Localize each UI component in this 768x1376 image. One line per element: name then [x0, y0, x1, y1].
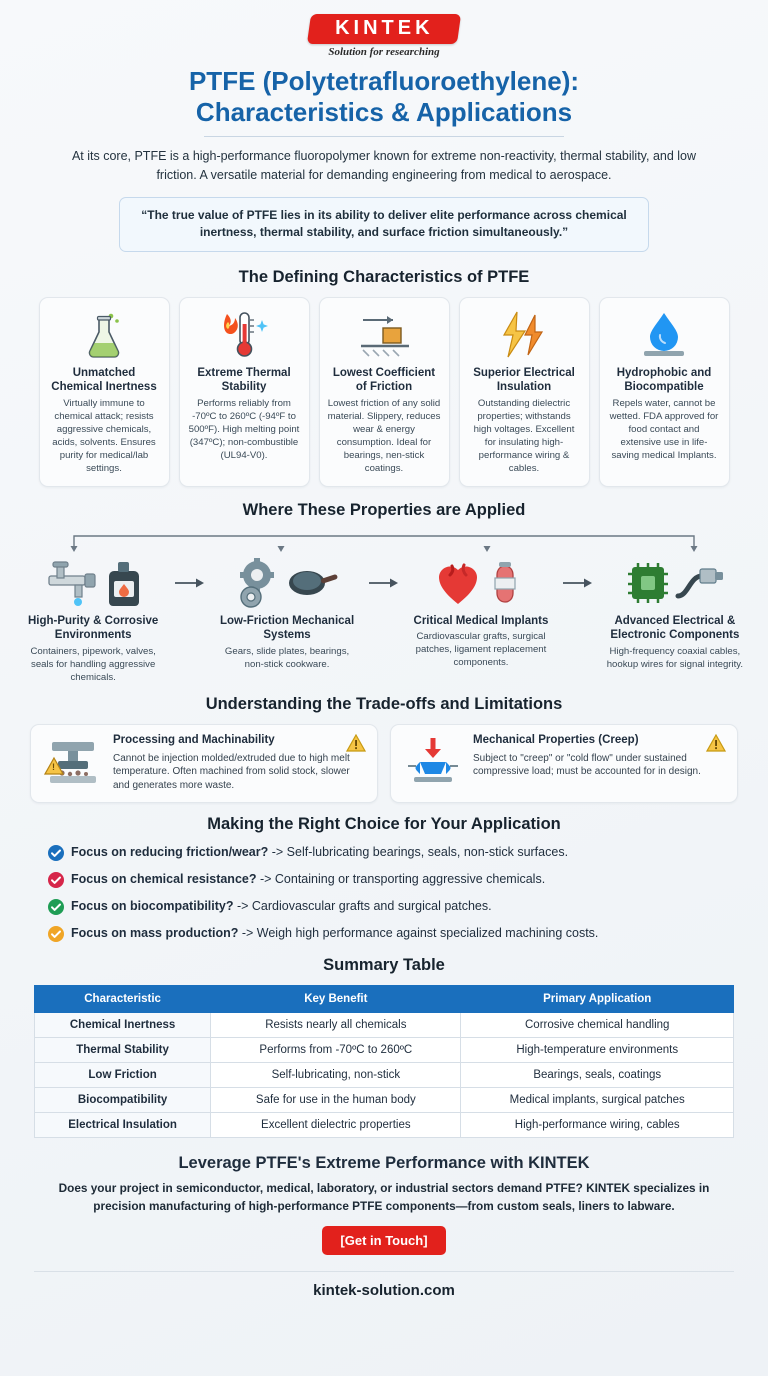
flow-arrow-icon — [174, 552, 206, 614]
choice-item — [48, 871, 734, 893]
characteristics-section-title: The Defining Characteristics of PTFE — [238, 267, 530, 286]
cta-title: Leverage PTFE's Extreme Performance with KINTEK — [178, 1154, 590, 1173]
choice-question: Focus on biocompatibility? — [71, 898, 234, 913]
footer-divider — [34, 1271, 734, 1272]
application-title: High-Purity & Corrosive Environments — [27, 615, 159, 642]
flow-arrow-icon — [562, 552, 594, 614]
characteristic-desc: Outstanding dielectric properties; withstands high voltages. Excellent for insulating high-performance wiring & cables. — [473, 398, 575, 475]
tradeoff-title: Processing and Machinability — [113, 733, 275, 746]
table-header-cell: Primary Application — [461, 986, 734, 1013]
choice-question: Focus on reducing friction/wear? — [71, 844, 269, 859]
check-circle-icon — [48, 872, 64, 893]
compression-creep-icon — [402, 734, 464, 793]
summary-table — [34, 985, 734, 1138]
brand-logo — [16, 14, 752, 58]
choice-answer: -> Containing or transporting aggressive chemicals. — [256, 871, 546, 886]
characteristic-name: Lowest Coefficient of Friction — [332, 366, 436, 394]
choice-item — [48, 844, 734, 866]
frying-pan-icon — [287, 561, 339, 605]
table-cell: Resists nearly all chemicals — [211, 1013, 461, 1038]
application-desc: Cardiovascular grafts, surgical patches, ligament replacement components. — [415, 631, 547, 669]
choice-answer: -> Self-lubricating bearings, seals, non-stick surfaces. — [268, 844, 569, 859]
application-item — [16, 552, 170, 685]
characteristic-card — [599, 297, 730, 487]
table-cell: Biocompatibility — [35, 1088, 211, 1113]
circuit-chip-icon — [624, 559, 672, 607]
application-item — [210, 552, 364, 685]
characteristics-row — [16, 297, 752, 487]
application-title: Low-Friction Mechanical Systems — [219, 615, 355, 642]
choice-item — [48, 898, 734, 920]
choices-list — [34, 844, 734, 947]
flask-icon — [80, 306, 128, 364]
application-desc: High-frequency coaxial cables, hookup wires for signal integrity. — [606, 645, 744, 670]
page-title — [16, 66, 752, 128]
tradeoff-title: Mechanical Properties (Creep) — [473, 733, 639, 746]
table-header-row — [35, 986, 734, 1013]
table-cell: Chemical Inertness — [35, 1013, 211, 1038]
applications-section-title: Where These Properties are Applied — [242, 501, 526, 520]
check-circle-icon — [48, 926, 64, 947]
page-title-line2: Characteristics & Applications — [195, 97, 573, 128]
applications-row — [16, 552, 752, 685]
tradeoff-card — [30, 724, 378, 803]
characteristic-name: Hydrophobic and Biocompatible — [616, 366, 712, 394]
characteristic-card — [459, 297, 590, 487]
choice-question: Focus on mass production? — [71, 925, 239, 940]
table-cell: Excellent dielectric properties — [211, 1113, 461, 1138]
characteristic-name: Extreme Thermal Stability — [197, 366, 291, 394]
characteristic-card — [179, 297, 310, 487]
faucet-pipe-icon — [43, 554, 103, 612]
table-cell: Safe for use in the human body — [211, 1088, 461, 1113]
tradeoffs-section-title: Understanding the Trade-offs and Limitations — [205, 694, 563, 713]
warning-triangle-icon — [706, 734, 726, 752]
application-item — [598, 552, 752, 685]
choice-item — [48, 925, 734, 947]
intro-paragraph: At its core, PTFE is a high-performance fluoropolymer known for extreme non-reactivity, thermal stability, and low friction. A versatile material for demanding engineering from medical to aerospace. — [71, 149, 697, 183]
characteristic-desc: Virtually immune to chemical attack; resists aggressive chemicals, acids, solvents. Ensures purity for medical/lab settings. — [52, 398, 156, 475]
tradeoff-desc: Cannot be injection molded/extruded due to high melt temperature. Often machined from solid stock, slower and generates more waste. — [113, 752, 350, 792]
table-row — [35, 1038, 734, 1063]
table-row — [35, 1113, 734, 1138]
footer-website[interactable]: kintek-solution.com — [313, 1281, 455, 1299]
table-row — [35, 1088, 734, 1113]
characteristic-card — [39, 297, 170, 487]
table-header-cell: Characteristic — [35, 986, 211, 1013]
chemical-jug-icon — [105, 557, 143, 609]
table-cell: High-performance wiring, cables — [461, 1113, 734, 1138]
characteristic-desc: Performs reliably from -70ºC to 260ºC (-94ºF to 500ºF). High melting point (347ºC); non-combustible (UL94-V0). — [188, 398, 300, 462]
application-title: Critical Medical Implants — [413, 615, 549, 628]
table-header-cell: Key Benefit — [211, 986, 461, 1013]
press-machine-icon — [42, 734, 104, 793]
coaxial-cable-icon — [674, 560, 726, 606]
table-cell: Medical implants, surgical patches — [461, 1088, 734, 1113]
get-in-touch-button[interactable]: [Get in Touch] — [322, 1226, 445, 1255]
choice-answer: -> Cardiovascular grafts and surgical patches. — [233, 898, 492, 913]
application-desc: Gears, slide plates, bearings, non-stick cookware. — [224, 645, 350, 670]
table-cell: Thermal Stability — [35, 1038, 211, 1063]
table-row — [35, 1013, 734, 1038]
tradeoff-card — [390, 724, 738, 803]
check-circle-icon — [48, 845, 64, 866]
table-cell: Low Friction — [35, 1063, 211, 1088]
logo-tagline: Solution for researching — [328, 46, 440, 58]
tradeoffs-row — [16, 724, 752, 803]
table-cell: Electrical Insulation — [35, 1113, 211, 1138]
thermometer-icon — [214, 306, 274, 364]
water-droplet-icon — [636, 306, 692, 364]
characteristic-name: Unmatched Chemical Inertness — [51, 366, 157, 394]
table-cell: Corrosive chemical handling — [461, 1013, 734, 1038]
heart-icon — [435, 558, 481, 608]
check-circle-icon — [48, 899, 64, 920]
table-cell: High-temperature environments — [461, 1038, 734, 1063]
characteristic-desc: Lowest friction of any solid material. Slippery, reduces wear & energy consumption. Ideal for bearings, nen-stick coatings. — [327, 398, 441, 475]
syringe-graft-icon — [483, 558, 527, 608]
svg-text:!: ! — [52, 762, 55, 773]
warning-triangle-icon — [346, 734, 366, 752]
summary-table-title: Summary Table — [323, 956, 445, 975]
table-row — [35, 1063, 734, 1088]
title-divider — [204, 136, 564, 137]
flow-arrow-icon — [368, 552, 400, 614]
flow-bracket — [34, 530, 734, 552]
application-desc: Containers, pipework, valves, seals for handling aggressive chemicals. — [30, 645, 156, 683]
logo-text: KINTEK — [334, 17, 434, 39]
logo-badge — [307, 14, 462, 44]
pull-quote: “The true value of PTFE lies in its ability to deliver elite performance across chemical inertness, thermal stability, and surface friction simultaneously.” — [119, 197, 649, 252]
table-cell: Performs from -70ºC to 260ºC — [211, 1038, 461, 1063]
table-cell: Bearings, seals, coatings — [461, 1063, 734, 1088]
characteristic-desc: Repels water, cannot be wetted. FDA approved for food contact and extensive use in life-saving medical Implants. — [609, 398, 719, 462]
choice-question: Focus on chemical resistance? — [71, 871, 257, 886]
choice-answer: -> Weigh high performance against specialized machining costs. — [238, 925, 599, 940]
table-cell: Self-lubricating, non-stick — [211, 1063, 461, 1088]
application-item — [404, 552, 558, 685]
tradeoff-desc: Subject to "creep" or "cold flow" under sustained compressive load; must be accounted for in design. — [473, 752, 701, 778]
page-title-line1: PTFE (Polytetrafluoroethylene): — [188, 66, 580, 96]
cta-text: Does your project in semiconductor, medical, laboratory, or industrial sectors demand PTFE? KINTEK specializes in precision manufacturing of high-performance PTFE components—from custom seals, liners to labware. — [58, 1181, 710, 1214]
characteristic-card — [319, 297, 450, 487]
gear-bearing-icon — [235, 557, 285, 609]
lightning-icon — [495, 306, 553, 364]
applications-flow — [16, 530, 752, 685]
application-title: Advanced Electrical & Electronic Components — [610, 615, 740, 642]
friction-slide-icon — [353, 306, 415, 364]
characteristic-name: Superior Electrical Insulation — [473, 366, 575, 394]
choices-section-title: Making the Right Choice for Your Application — [207, 814, 561, 833]
